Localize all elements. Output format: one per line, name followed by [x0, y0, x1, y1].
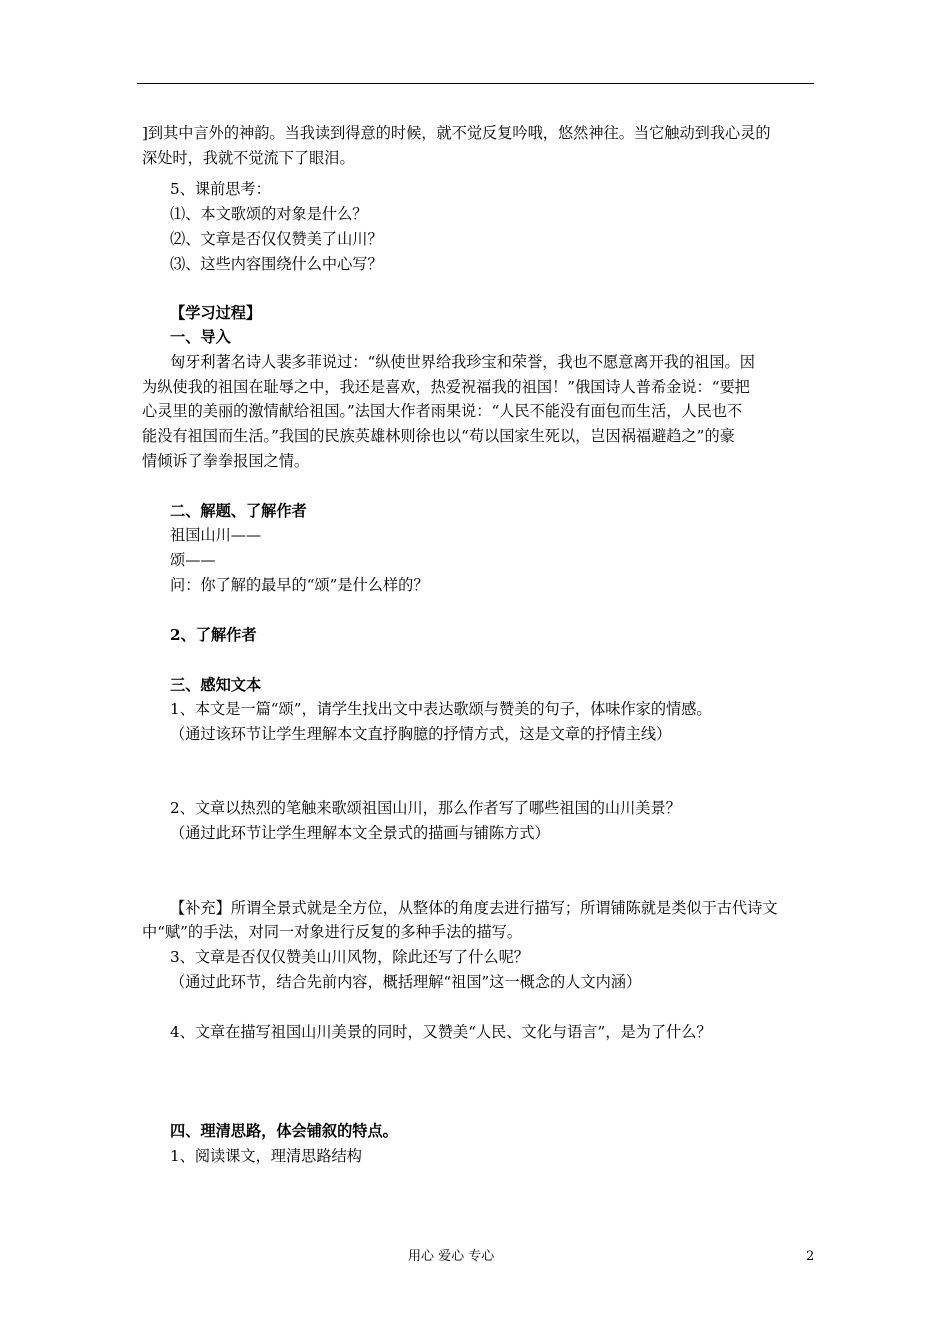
- section-heading: 【学习过程】: [170, 304, 262, 322]
- section-heading: 2、了解作者: [170, 626, 257, 644]
- footer-motto: 用心 爱心 专心: [408, 1249, 495, 1264]
- section-heading: 一、导入: [170, 328, 231, 346]
- section-heading: 四、理清思路，体会铺叙的特点。: [170, 1122, 398, 1140]
- text-line: 匈牙利著名诗人裴多菲说过：“纵使世界给我珍宝和荣誉，我也不愿意离开我的祖国。因: [170, 353, 755, 371]
- text-line: 问：你了解的最早的“颂”是什么样的？: [170, 576, 429, 594]
- text-line: 4、文章在描写祖国山川美景的同时，又赞美“人民、文化与语言”，是为了什么？: [170, 1023, 712, 1041]
- text-line: 中“赋”的手法，对同一对象进行反复的多种手法的描写。: [142, 923, 523, 941]
- text-line: 颂——: [170, 551, 216, 569]
- section-heading: 三、感知文本: [170, 676, 262, 694]
- text-line: 能没有祖国而生活。”我国的民族英雄林则徐也以“苟以国家生死以，岂因祸福避趋之”的豪: [142, 427, 735, 445]
- text-line: 5、课前思考：: [170, 180, 271, 198]
- text-line: （通过该环节让学生理解本文直抒胸臆的抒情方式，这是文章的抒情主线）: [170, 725, 672, 743]
- text-line: 心灵里的美丽的激情献给祖国。”法国大作者雨果说：“人民不能没有面包而生活，人民也不: [142, 402, 743, 420]
- text-line: 为纵使我的祖国在耻辱之中，我还是喜欢，热爱祝福我的祖国！”俄国诗人普希金说：“要把: [142, 378, 750, 396]
- header-rule: [137, 83, 814, 84]
- text-line: ]到其中言外的神韵。当我读到得意的时候，就不觉反复吟哦，悠然神往。当它触动到我心灵的: [142, 124, 771, 142]
- text-line: 3、文章是否仅仅赞美山川风物，除此还写了什么呢？: [170, 948, 529, 966]
- text-line: ⑵、文章是否仅仅赞美了山川？: [170, 230, 383, 248]
- text-line: 祖国山川——: [170, 526, 262, 544]
- text-line: 【补充】所谓全景式就是全方位，从整体的角度去进行描写；所谓铺陈就是类似于古代诗文: [170, 899, 778, 917]
- text-line: 1、本文是一篇“颂”，请学生找出文中表达歌颂与赞美的句子，体味作家的情感。: [170, 700, 712, 718]
- text-line: 2、文章以热烈的笔触来歌颂祖国山川，那么作者写了哪些祖国的山川美景？: [170, 799, 681, 817]
- text-line: （通过此环节，结合先前内容，概括理解“祖国”这一概念的人文内涵）: [170, 973, 642, 991]
- text-line: 情倾诉了拳拳报国之情。: [142, 452, 310, 470]
- page-number: 2: [806, 1249, 815, 1264]
- text-line: ⑶、这些内容围绕什么中心写？: [170, 255, 383, 273]
- section-heading: 二、解题、了解作者: [170, 502, 307, 520]
- text-line: ⑴、本文歌颂的对象是什么？: [170, 205, 368, 223]
- text-line: 1、阅读课文，理清思路结构: [170, 1147, 362, 1165]
- text-line: （通过此环节让学生理解本文全景式的描画与铺陈方式）: [170, 824, 550, 842]
- text-line: 深处时，我就不觉流下了眼泪。: [142, 149, 355, 167]
